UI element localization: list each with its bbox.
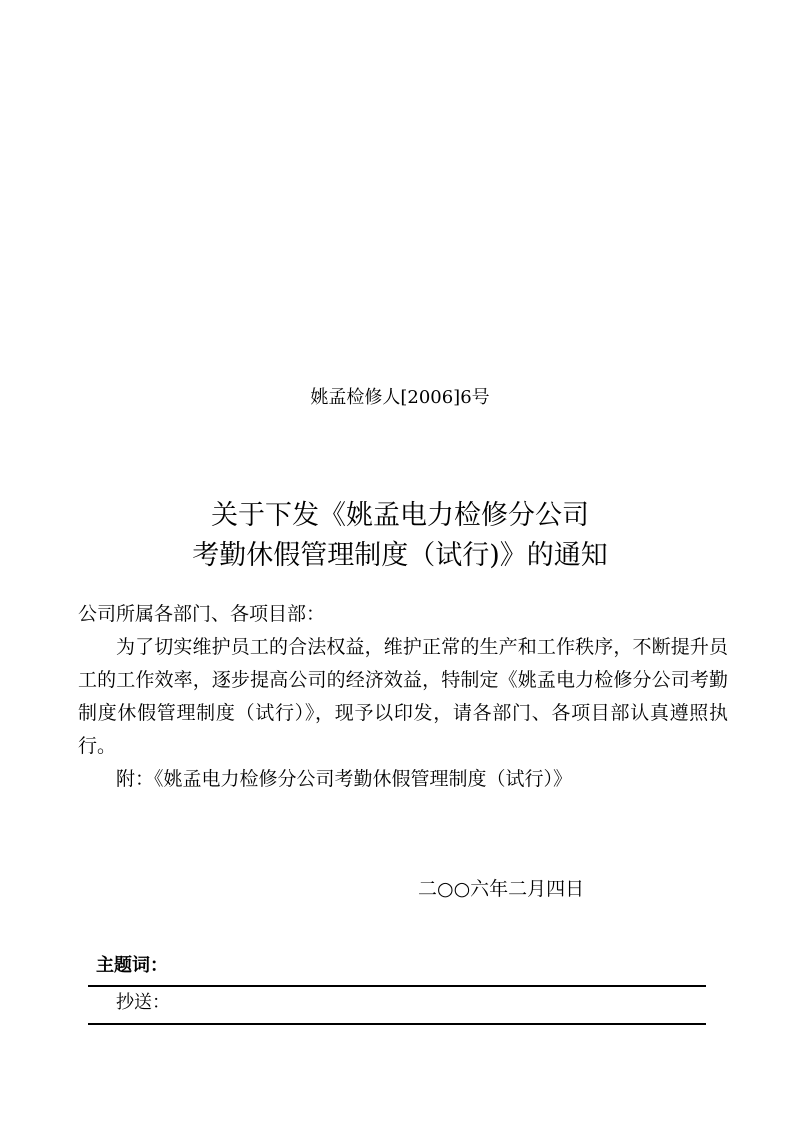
title-line-2: 考勤休假管理制度（试行)》的通知: [192, 540, 608, 571]
document-body: [78, 598, 728, 796]
subject-keywords-label: 主题词：: [96, 955, 168, 976]
title-line-1: 关于下发《姚孟电力检修分公司: [211, 500, 589, 531]
cc-label: 抄送：: [116, 992, 170, 1013]
document-title: [0, 496, 800, 576]
issue-date: 二○○六年二月四日: [418, 878, 585, 900]
attachment-line: 附：《姚孟电力检修分公司考勤休假管理制度（试行）》: [116, 768, 573, 790]
divider-bottom: [88, 1023, 706, 1025]
salutation: 公司所属各部门、各项目部：: [78, 603, 326, 625]
divider-top: [88, 985, 706, 987]
body-paragraph: 为了切实维护员工的合法权益，维护正常的生产和工作秩序，不断提升员工的工作效率，逐步提高公司的经济效益，特制定《姚孟电力检修分公司考勤制度休假管理制度（试行）》，现予以印发，请各部门、各项目部认真遵照执行。: [78, 636, 728, 757]
document-number: 姚孟检修人[2006]6号: [310, 387, 490, 408]
